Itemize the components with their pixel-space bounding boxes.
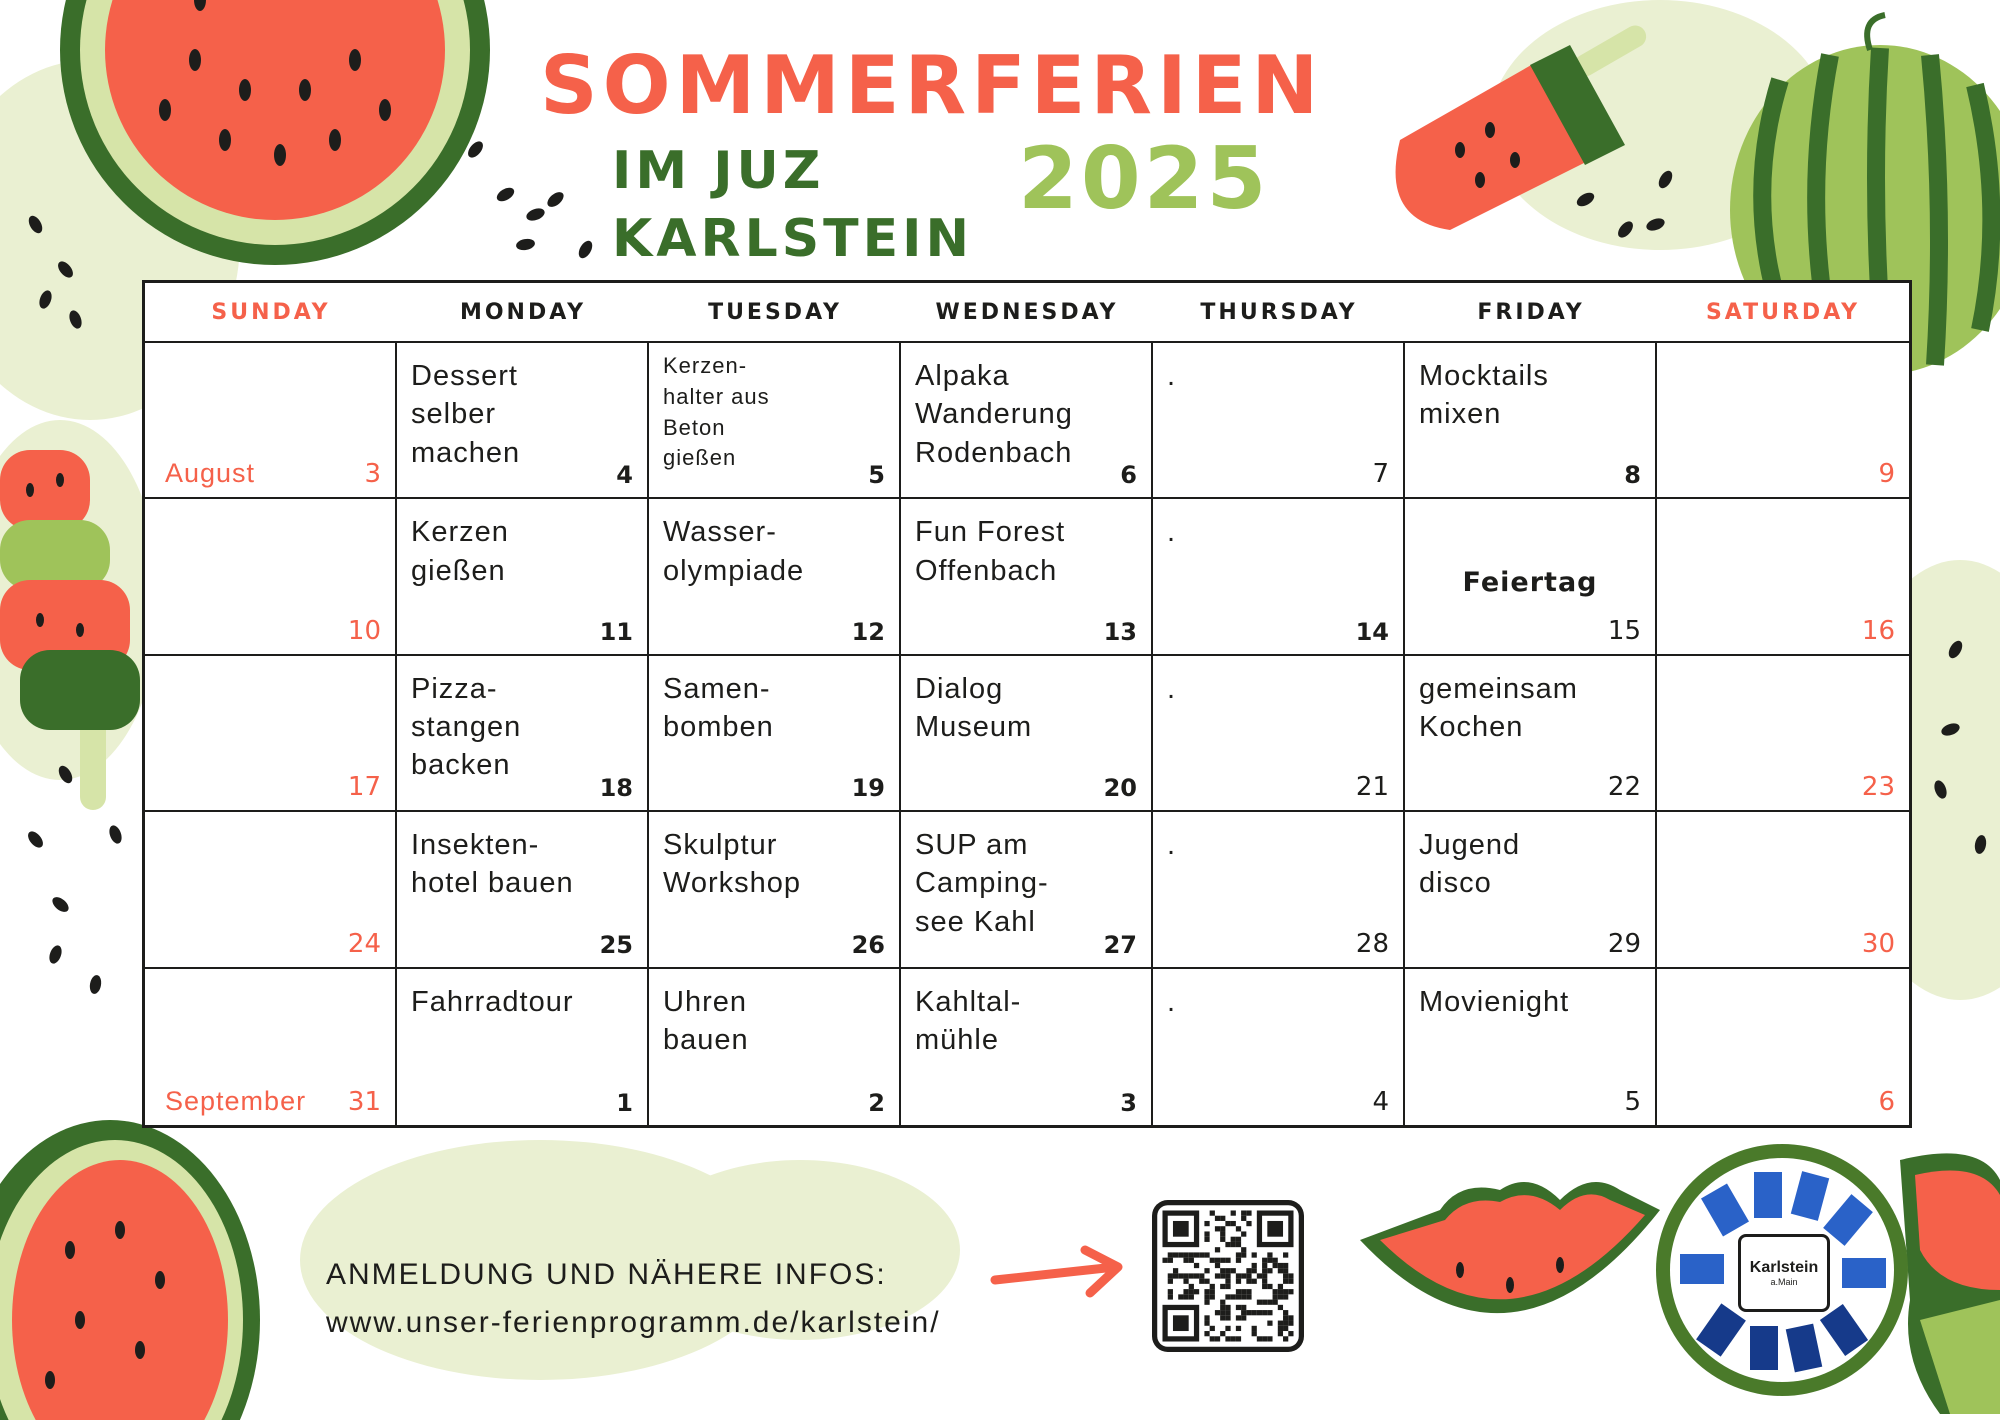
day-number: 31 [347, 1086, 381, 1117]
event-label: Kerzen gießen [411, 516, 509, 587]
calendar-day-cell [649, 812, 901, 968]
event-label: Jugend disco [1419, 829, 1521, 900]
event-label: gemeinsam Kochen [1419, 672, 1578, 744]
event-label: SUP am Camping- see Kahl [915, 829, 1049, 938]
day-number: 21 [1355, 772, 1389, 803]
registration-url[interactable]: www.unser-ferienprogramm.de/karlstein/ [326, 1306, 941, 1339]
watermelon-half-icon [0, 1090, 280, 1420]
seed-dot [545, 189, 567, 210]
registration-label: ANMELDUNG UND NÄHERE INFOS: [326, 1258, 887, 1291]
calendar-day-cell [1153, 812, 1405, 968]
calendar-day-cell [1405, 656, 1657, 812]
watermelon-skewer-icon [0, 440, 150, 810]
day-number: 5 [1624, 1086, 1641, 1117]
logo-subtitle: a.Main [1770, 1277, 1798, 1287]
day-number: 3 [364, 459, 381, 490]
day-number: 27 [1103, 930, 1137, 959]
day-number: 16 [1861, 615, 1895, 646]
event-label: Wasser- olympiade [663, 516, 805, 587]
day-number: 15 [1607, 615, 1641, 646]
day-number: 12 [851, 617, 885, 646]
calendar-day-cell [1657, 812, 1909, 968]
day-number: 22 [1607, 772, 1641, 803]
calendar-day-cell [901, 812, 1153, 968]
day-number: 26 [851, 930, 885, 959]
month-label: September [165, 1085, 307, 1116]
event-label: Uhren bauen [663, 985, 749, 1056]
calendar-day-cell [901, 499, 1153, 655]
weekday-header-sunday: SUNDAY [145, 283, 397, 343]
calendar-day-cell [397, 812, 649, 968]
day-number: 2 [868, 1088, 885, 1117]
calendar-day-cell [1405, 812, 1657, 968]
day-number: 10 [347, 615, 381, 646]
calendar-day-cell [145, 812, 397, 968]
day-number: 5 [868, 461, 885, 490]
arrow-right-icon [990, 1245, 1130, 1305]
weekday-header-saturday: SATURDAY [1657, 283, 1909, 343]
event-label: Kerzen- halter aus Beton gießen [663, 353, 770, 471]
calendar-day-cell [397, 969, 649, 1125]
seed-dot [88, 974, 102, 995]
calendar-day-cell [145, 969, 397, 1125]
event-label: Fahrradtour [411, 985, 574, 1018]
event-label: . [1167, 516, 1177, 549]
calendar-day-cell [145, 499, 397, 655]
calendar-day-cell [145, 656, 397, 812]
day-number: 20 [1103, 774, 1137, 803]
watermelon-slice-icon [55, 0, 495, 270]
calendar-day-cell [901, 343, 1153, 499]
day-number: 3 [1120, 1088, 1137, 1117]
event-label: . [1167, 360, 1177, 392]
weekday-header-friday: FRIDAY [1405, 283, 1657, 343]
day-number: 28 [1355, 928, 1389, 959]
calendar-day-cell [1153, 969, 1405, 1125]
calendar-day-cell [1405, 499, 1657, 655]
calendar-day-cell [1657, 343, 1909, 499]
seed-dot [525, 206, 547, 223]
event-label: Skulptur Workshop [663, 829, 802, 900]
calendar-day-cell [901, 969, 1153, 1125]
calendar-day-cell [649, 969, 901, 1125]
weekday-header-tuesday: TUESDAY [649, 283, 901, 343]
event-label: Feiertag [1462, 567, 1598, 599]
weekday-header-wednesday: WEDNESDAY [901, 283, 1153, 343]
day-number: 19 [851, 774, 885, 803]
day-number: 17 [347, 772, 381, 803]
event-label: . [1167, 829, 1177, 862]
day-number: 6 [1120, 461, 1137, 490]
day-number: 24 [347, 928, 381, 959]
logo-badge [1738, 1234, 1830, 1312]
day-number: 9 [1878, 459, 1895, 490]
day-number: 30 [1861, 928, 1895, 959]
seed-dot [107, 824, 124, 846]
calendar-day-cell [1153, 499, 1405, 655]
event-label: Insekten- hotel bauen [411, 829, 574, 900]
calendar-day-cell [1405, 969, 1657, 1125]
watermelon-popsicle-icon [1340, 20, 1670, 250]
event-label: Dialog Museum [915, 672, 1033, 744]
day-number: 11 [599, 617, 633, 646]
qr-code-icon[interactable] [1152, 1200, 1304, 1352]
event-label: Dessert selber machen [411, 360, 521, 469]
event-label: Samen- bomben [663, 672, 774, 744]
calendar-day-cell [397, 656, 649, 812]
event-label: Mocktails mixen [1419, 360, 1549, 431]
day-number: 8 [1624, 461, 1641, 490]
day-number: 6 [1878, 1086, 1895, 1117]
calendar-day-cell [649, 656, 901, 812]
seed-dot [25, 829, 46, 851]
calendar-day-cell [1657, 656, 1909, 812]
jugendpflege-logo [1656, 1144, 1908, 1396]
page-title: SOMMERFERIEN [540, 39, 1324, 132]
event-label: Kahltal- mühle [915, 985, 1022, 1056]
calendar-day-cell [1405, 343, 1657, 499]
weekday-header-thursday: THURSDAY [1153, 283, 1405, 343]
day-number: 4 [616, 461, 633, 490]
event-label: Pizza- stangen backen [411, 672, 522, 782]
weekday-header-monday: MONDAY [397, 283, 649, 343]
day-number: 1 [616, 1088, 633, 1117]
event-label: . [1167, 672, 1177, 705]
watermelon-bitten-slice-icon [1360, 1150, 1670, 1350]
day-number: 14 [1355, 617, 1389, 646]
day-number: 4 [1372, 1086, 1389, 1117]
calendar-day-cell [1153, 343, 1405, 499]
calendar-day-cell [649, 499, 901, 655]
calendar-day-cell [1657, 499, 1909, 655]
event-label: . [1167, 985, 1177, 1018]
seed-dot [50, 894, 72, 915]
logo-name: Karlstein [1749, 1259, 1819, 1276]
seed-dot [576, 239, 595, 261]
seed-dot [495, 185, 517, 204]
day-number: 7 [1372, 459, 1389, 490]
event-label: Alpaka Wanderung Rodenbach [915, 360, 1073, 469]
month-label: August [165, 458, 256, 489]
calendar-day-cell [397, 499, 649, 655]
day-number: 23 [1861, 772, 1895, 803]
day-number: 18 [599, 774, 633, 803]
event-label: Fun Forest Offenbach [915, 516, 1066, 587]
seed-dot [47, 944, 64, 966]
calendar-day-cell [397, 343, 649, 499]
calendar-day-cell [1153, 656, 1405, 812]
calendar-day-cell [649, 343, 901, 499]
day-number: 13 [1103, 617, 1137, 646]
calendar-day-cell [1657, 969, 1909, 1125]
day-number: 29 [1607, 928, 1641, 959]
event-label: Movienight [1419, 985, 1570, 1018]
day-number: 25 [599, 930, 633, 959]
year-label: 2025 [1018, 129, 1270, 229]
calendar-day-cell [145, 343, 397, 499]
calendar-grid [142, 280, 1912, 1128]
calendar-day-cell [901, 656, 1153, 812]
seed-dot [515, 237, 536, 251]
subtitle-line-1: IM JUZ [612, 141, 825, 201]
subtitle-line-2: KARLSTEIN [612, 209, 974, 269]
